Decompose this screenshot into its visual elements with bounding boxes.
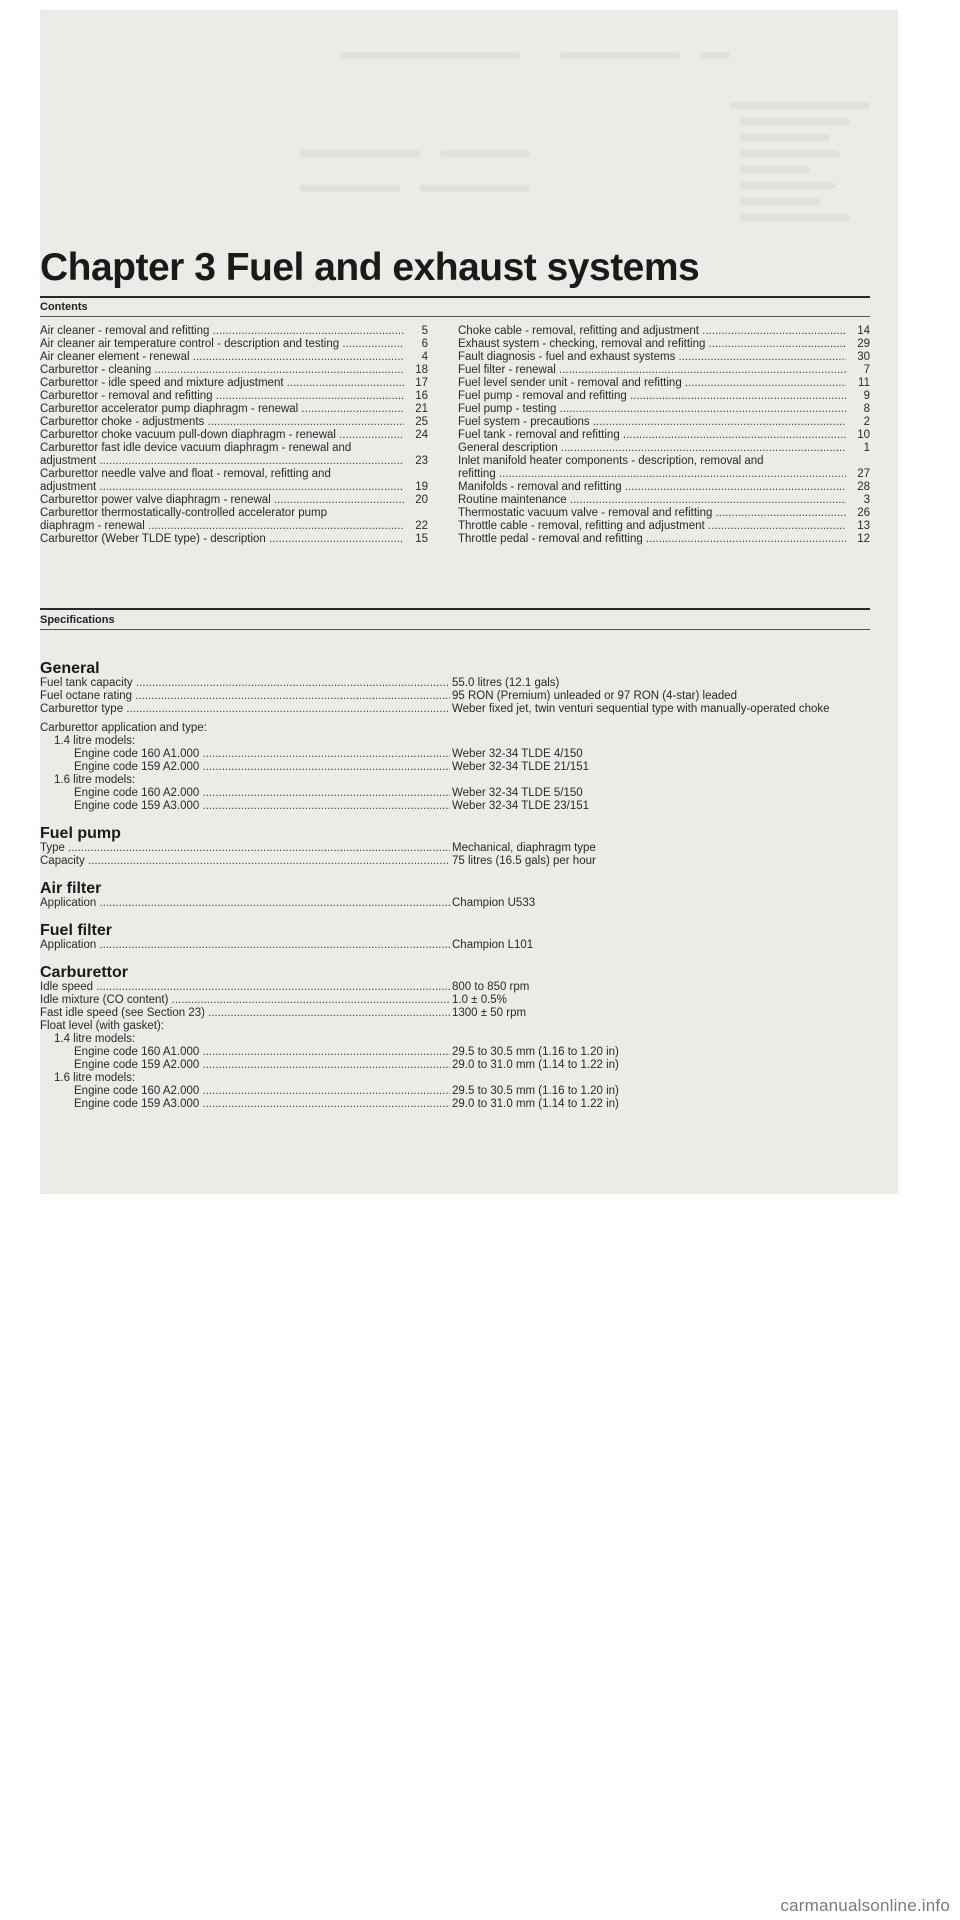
spec-label: 1.4 litre models: [54, 735, 136, 747]
spec-value: Champion L101 [452, 939, 534, 951]
contents-entry[interactable] [40, 494, 428, 507]
spec-label: Carburettor application and type: [40, 722, 207, 734]
contents-entry-page: 29 [857, 338, 870, 350]
chapter-title: Chapter 3 Fuel and exhaust systems [40, 246, 700, 289]
contents-entry-title: Fuel filter - renewal ..... [458, 364, 846, 377]
contents-entry[interactable] [40, 533, 428, 546]
spec-value: 800 to 850 rpm [452, 981, 530, 993]
spec-label: 1.4 litre models: [54, 1033, 136, 1045]
contents-entry-title: Carburettor (Weber TLDE type) - description ..... [40, 533, 404, 546]
spec-label: Float level (with gasket): [40, 1020, 164, 1032]
contents-entry[interactable] [40, 351, 428, 364]
contents-entry-title: Carburettor accelerator pump diaphragm - renewal ..... [40, 403, 404, 416]
spec-row [40, 748, 870, 761]
contents-entry[interactable] [40, 429, 428, 442]
contents-entry[interactable] [40, 377, 428, 390]
spec-row [40, 897, 870, 910]
spec-row [40, 1085, 870, 1098]
contents-entry-page: 16 [415, 390, 428, 402]
contents-entry-page: 18 [415, 364, 428, 376]
spec-heading-fuel-pump: Fuel pump [40, 825, 121, 842]
contents-rule [40, 316, 870, 317]
spec-row [40, 1072, 870, 1085]
contents-entry-title: Thermostatic vacuum valve - removal and refitting ..... [458, 507, 846, 520]
contents-entry[interactable] [458, 325, 870, 338]
contents-entry-title: Throttle cable - removal, refitting and adjustment ..... [458, 520, 846, 533]
specifications-subrule [40, 629, 870, 630]
spec-label: Engine code 159 A2.000 ..... [40, 1059, 450, 1072]
contents-entry-page: 25 [415, 416, 428, 428]
contents-entry-title: Fault diagnosis - fuel and exhaust systems ..... [458, 351, 846, 364]
contents-entry-title: Throttle pedal - removal and refitting ..... [458, 533, 846, 546]
spec-value: 1300 ± 50 rpm [452, 1007, 527, 1019]
contents-entry[interactable] [458, 338, 870, 351]
title-rule [40, 296, 870, 298]
contents-entry-page: 3 [863, 494, 870, 506]
contents-entry-page: 10 [857, 429, 870, 441]
contents-entry[interactable] [40, 364, 428, 377]
contents-entry-page: 8 [863, 403, 870, 415]
contents-entry-title-line1: Carburettor needle valve and float - removal, refitting and [40, 468, 331, 480]
contents-entry-title: Fuel system - precautions ..... [458, 416, 846, 429]
contents-entry-page: 1 [863, 442, 870, 454]
contents-entry-title: Routine maintenance ..... [458, 494, 846, 507]
spec-row [40, 939, 870, 952]
spec-label: 1.6 litre models: [54, 1072, 136, 1084]
contents-entry-page: 28 [857, 481, 870, 493]
spec-label: Idle speed ..... [40, 981, 450, 994]
contents-entry-title: Carburettor choke - adjustments ..... [40, 416, 404, 429]
contents-entry-title: Carburettor choke vacuum pull-down diaphragm - renewal ..... [40, 429, 404, 442]
spec-heading-fuel-filter: Fuel filter [40, 922, 113, 939]
contents-entry-page: 4 [421, 351, 428, 363]
spec-value: Champion U533 [452, 897, 536, 909]
specifications-heading: Specifications [40, 614, 115, 626]
contents-entry-title: Fuel tank - removal and refitting ..... [458, 429, 846, 442]
spec-row [40, 1033, 870, 1046]
contents-entry-title: refitting ..... [458, 468, 846, 481]
footer-watermark[interactable]: carmanualsonline.info [780, 1896, 950, 1915]
contents-entry-title: Choke cable - removal, refitting and adjustment ..... [458, 325, 846, 338]
spec-value: 29.0 to 31.0 mm (1.14 to 1.22 in) [452, 1098, 619, 1110]
contents-entry-page: 15 [415, 533, 428, 545]
contents-entry-page: 24 [415, 429, 428, 441]
spec-label: Type ..... [40, 842, 450, 855]
contents-entry[interactable] [458, 377, 870, 390]
contents-entry-title: Manifolds - removal and refitting ..... [458, 481, 846, 494]
contents-entry[interactable] [40, 507, 428, 533]
spec-row [40, 774, 870, 787]
contents-entry-page: 21 [415, 403, 428, 415]
spec-value: 1.0 ± 0.5% [452, 994, 507, 1006]
contents-entry-title: Fuel pump - removal and refitting ..... [458, 390, 846, 403]
spec-row [40, 1020, 870, 1033]
spec-label: Fuel octane rating ..... [40, 690, 450, 703]
spec-label: Engine code 160 A1.000 ..... [40, 748, 450, 761]
spec-label: 1.6 litre models: [54, 774, 136, 786]
contents-entry[interactable] [458, 429, 870, 442]
spec-label: Engine code 159 A3.000 ..... [40, 1098, 450, 1111]
contents-entry-page: 5 [421, 325, 428, 337]
contents-entry-title-line1: Inlet manifold heater components - description, removal and [458, 455, 764, 467]
contents-right-column [458, 325, 870, 546]
contents-entry-title: Carburettor - removal and refitting ..... [40, 390, 404, 403]
contents-entry-page: 6 [421, 338, 428, 350]
contents-entry[interactable] [458, 494, 870, 507]
contents-entry-page: 19 [415, 481, 428, 493]
spec-row [40, 703, 870, 716]
spec-value: 29.5 to 30.5 mm (1.16 to 1.20 in) [452, 1046, 619, 1058]
contents-entry-page: 2 [863, 416, 870, 428]
contents-entry[interactable] [40, 468, 428, 494]
spec-value: Weber 32-34 TLDE 21/151 [452, 761, 590, 773]
contents-entry-page: 26 [857, 507, 870, 519]
contents-entry[interactable] [458, 455, 870, 481]
contents-entry[interactable] [40, 416, 428, 429]
contents-entry-title: Fuel level sender unit - removal and refitting ..... [458, 377, 846, 390]
spec-label: Fuel tank capacity ..... [40, 677, 450, 690]
spec-row [40, 735, 870, 748]
spec-row [40, 981, 870, 994]
contents-entry[interactable] [458, 403, 870, 416]
spec-row [40, 855, 870, 868]
spec-label: Engine code 159 A3.000 ..... [40, 800, 450, 813]
spec-row [40, 1059, 870, 1072]
contents-entry-title: General description ..... [458, 442, 846, 455]
contents-entry[interactable] [458, 533, 870, 546]
contents-entry-page: 9 [863, 390, 870, 402]
spec-row [40, 690, 870, 703]
spec-row [40, 787, 870, 800]
spec-row [40, 800, 870, 813]
contents-entry-page: 30 [857, 351, 870, 363]
contents-entry[interactable] [40, 325, 428, 338]
contents-entry-title: Air cleaner - removal and refitting ..... [40, 325, 404, 338]
spec-label: Engine code 160 A2.000 ..... [40, 787, 450, 800]
contents-entry-title: Carburettor power valve diaphragm - renewal ..... [40, 494, 404, 507]
spec-row [40, 677, 870, 690]
spec-row [40, 1046, 870, 1059]
spec-label: Application ..... [40, 939, 450, 952]
contents-heading: Contents [40, 301, 88, 313]
spec-value: Weber 32-34 TLDE 4/150 [452, 748, 583, 760]
contents-entry[interactable] [458, 481, 870, 494]
spec-label: Idle mixture (CO content) ..... [40, 994, 450, 1007]
manual-page [40, 10, 898, 1194]
spec-value: Weber 32-34 TLDE 23/151 [452, 800, 590, 812]
spec-value: Mechanical, diaphragm type [452, 842, 596, 854]
contents-entry[interactable] [458, 442, 870, 455]
spec-label: Fast idle speed (see Section 23) ..... [40, 1007, 450, 1020]
contents-entry-page: 27 [857, 468, 870, 480]
contents-entry-title: adjustment ..... [40, 481, 404, 494]
specifications-table [40, 660, 870, 1111]
spec-row [40, 1098, 870, 1111]
contents-entry[interactable] [458, 520, 870, 533]
contents-left-column [40, 325, 428, 546]
contents-entry[interactable] [458, 416, 870, 429]
spec-heading-air-filter: Air filter [40, 880, 102, 897]
spec-heading-general: General [40, 660, 100, 677]
contents-entry[interactable] [458, 507, 870, 520]
spec-label: Engine code 160 A2.000 ..... [40, 1085, 450, 1098]
contents-entry[interactable] [40, 403, 428, 416]
contents-entry-title: Air cleaner element - renewal ..... [40, 351, 404, 364]
contents-entry[interactable] [40, 390, 428, 403]
contents-entry-page: 11 [858, 377, 870, 389]
contents-entry-page: 23 [415, 455, 428, 467]
contents-entry-page: 13 [857, 520, 870, 532]
spec-row [40, 1007, 870, 1020]
contents-entry[interactable] [40, 338, 428, 351]
spec-value: 75 litres (16.5 gals) per hour [452, 855, 596, 867]
spec-label: Engine code 160 A1.000 ..... [40, 1046, 450, 1059]
spec-heading-carburettor: Carburettor [40, 964, 129, 981]
spec-label: Application ..... [40, 897, 450, 910]
spec-row [40, 842, 870, 855]
spec-row [40, 722, 870, 735]
spec-value: Weber 32-34 TLDE 5/150 [452, 787, 583, 799]
spec-label: Capacity ..... [40, 855, 450, 868]
contents-entry-title: Exhaust system - checking, removal and refitting ..... [458, 338, 846, 351]
spec-value: 55.0 litres (12.1 gals) [452, 677, 560, 689]
contents-entry-page: 20 [415, 494, 428, 506]
contents-entry-title: Fuel pump - testing ..... [458, 403, 846, 416]
contents-entry-title: Carburettor - cleaning ..... [40, 364, 404, 377]
contents-entry-title: Carburettor - idle speed and mixture adjustment ..... [40, 377, 404, 390]
bleed-through-text [40, 10, 898, 240]
contents-entry-page: 7 [863, 364, 870, 376]
contents-entry-title: adjustment ..... [40, 455, 404, 468]
contents-entry-page: 17 [415, 377, 428, 389]
spec-label: Engine code 159 A2.000 ..... [40, 761, 450, 774]
spec-value: 29.5 to 30.5 mm (1.16 to 1.20 in) [452, 1085, 619, 1097]
spec-label: Carburettor type ..... [40, 703, 450, 716]
contents-entry-page: 14 [857, 325, 870, 337]
spec-value: Weber fixed jet, twin venturi sequential type with manually-operated choke [452, 703, 830, 715]
contents-entry[interactable] [458, 351, 870, 364]
contents-entry[interactable] [458, 390, 870, 403]
spec-row [40, 761, 870, 774]
contents-entry[interactable] [40, 442, 428, 468]
specifications-rule [40, 608, 870, 610]
contents-entry-title: diaphragm - renewal ..... [40, 520, 404, 533]
spec-value: 95 RON (Premium) unleaded or 97 RON (4-star) leaded [452, 690, 738, 702]
spec-value: 29.0 to 31.0 mm (1.14 to 1.22 in) [452, 1059, 619, 1071]
spec-row [40, 994, 870, 1007]
contents-entry[interactable] [458, 364, 870, 377]
contents-entry-page: 12 [857, 533, 870, 545]
contents-entry-title-line1: Carburettor fast idle device vacuum diaphragm - renewal and [40, 442, 352, 454]
contents-entry-page: 22 [415, 520, 428, 532]
contents-entry-title-line1: Carburettor thermostatically-controlled accelerator pump [40, 507, 327, 519]
contents-entry-title: Air cleaner air temperature control - description and testing ..... [40, 338, 404, 351]
